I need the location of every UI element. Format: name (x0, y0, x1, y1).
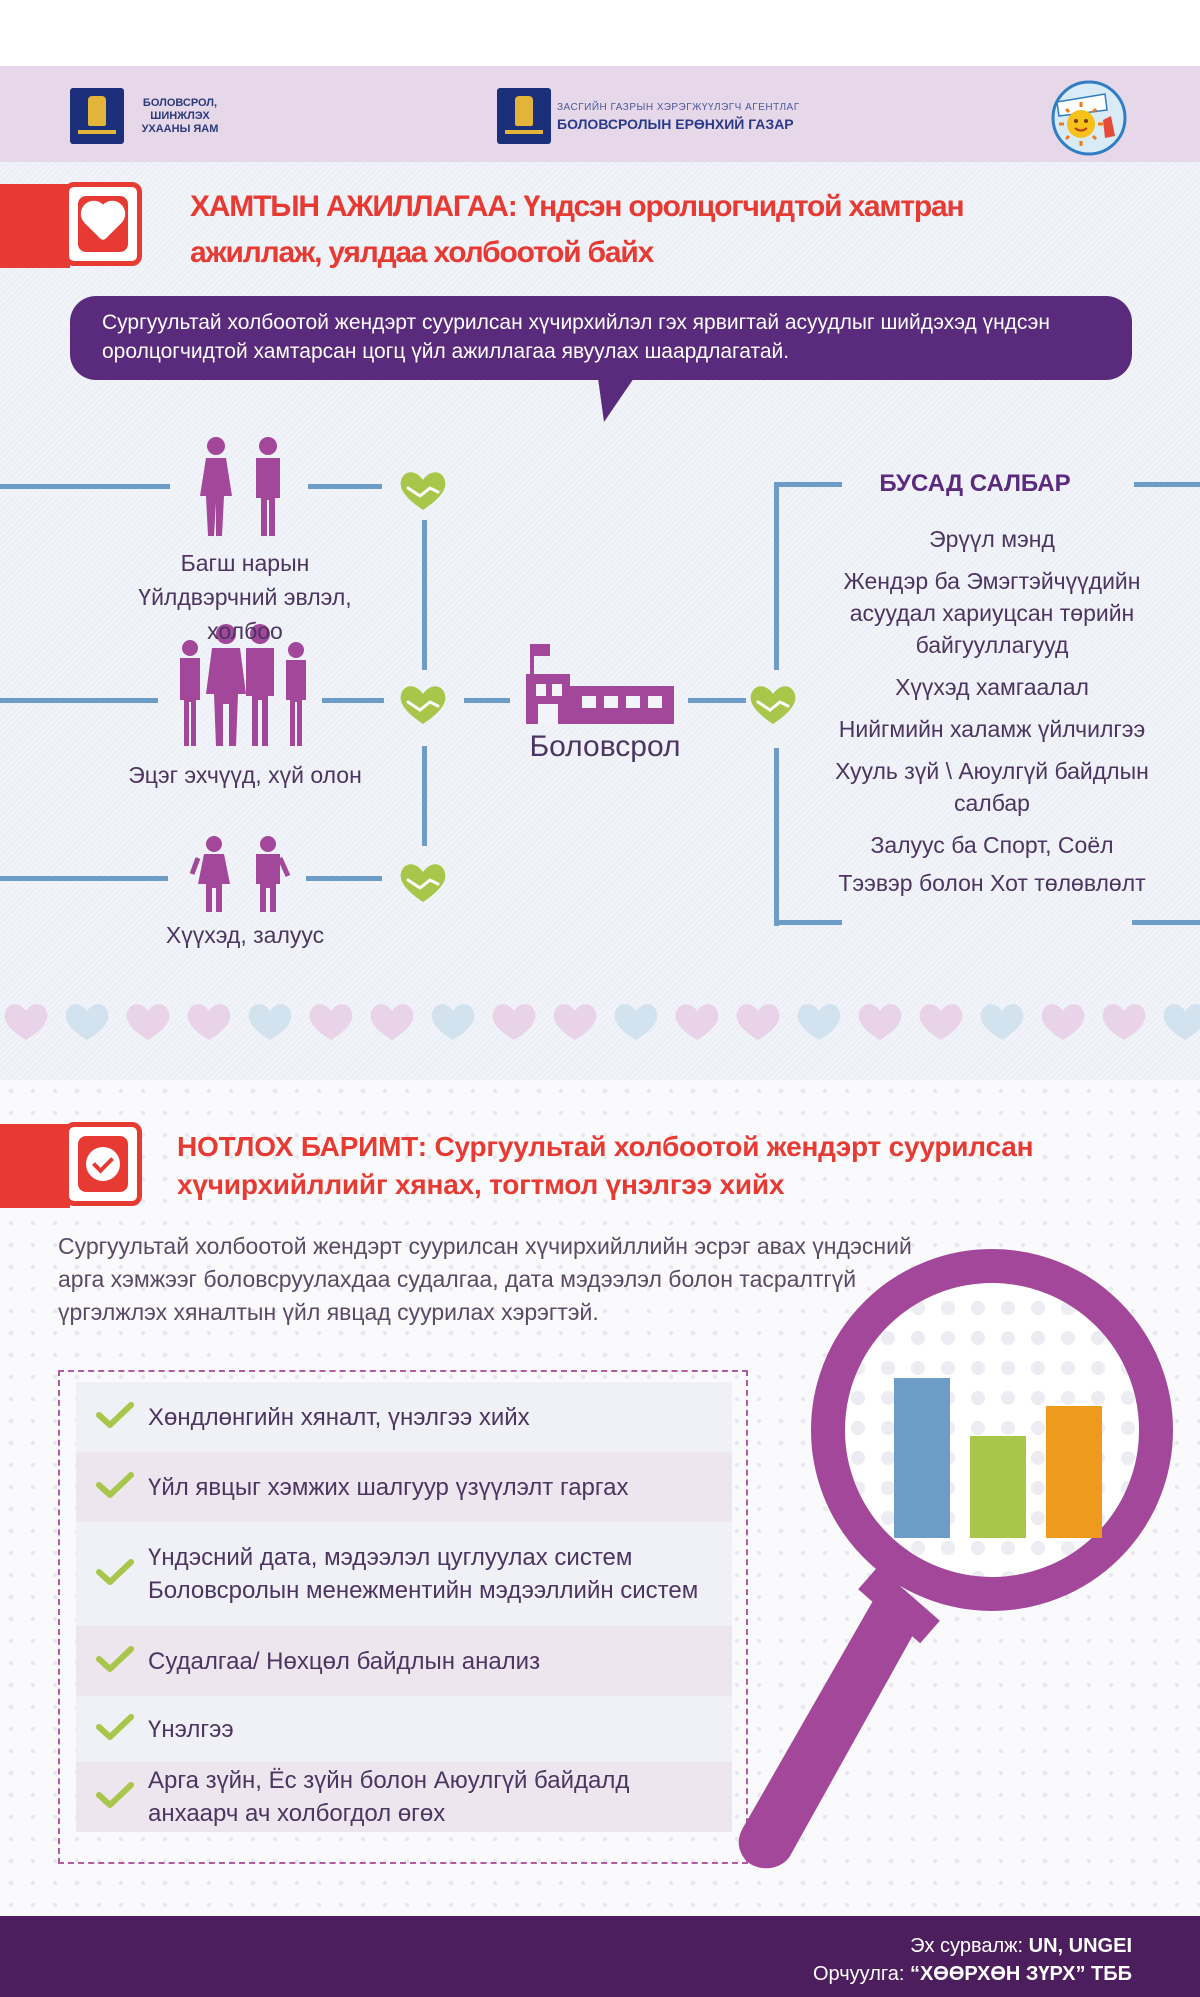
connector-line (688, 698, 746, 703)
ministry-logo (70, 88, 230, 144)
education-label: Боловсрол (529, 730, 681, 763)
connector-line (0, 876, 168, 881)
evidence-intro: Сургуультай холбоотой жендэрт суурилсан хүчирхийллийн эсрэг авах үндэсний арга хэмжээг боловсруулахдаа судалгаа, дата мэдээлэл болон тасралтгүй үргэлжлэх хяналтын үйл явцад суурилах хэрэгтэй. (58, 1233, 912, 1325)
decorative-heart-icon (554, 1004, 597, 1040)
stakeholder-label-teachers: Багш нарын Үйлдвэрчний эвлэл, холбоо (138, 550, 352, 644)
connector-line (774, 482, 779, 670)
decorative-heart-icon (1164, 1004, 1200, 1040)
sector-item: Хүүхэд хамгаалал (895, 674, 1089, 700)
decorative-heart-icon (981, 1004, 1024, 1040)
connector-line (1134, 482, 1200, 487)
connector-line (0, 484, 170, 489)
connector-line (774, 482, 842, 487)
section2-tag-bar (0, 1124, 70, 1208)
check-icon (96, 1713, 134, 1741)
collaboration-speech-bubble: Сургуультай холбоотой жендэрт суурилсан хүчирхийлэл гэх ярвигтай асуудлыг шийдэхэд үндсэн оролцогчидтой хамтарсан цогц үйл ажиллагаа явуулах шаардлагатай. (70, 296, 1132, 380)
decorative-heart-icon (493, 1004, 536, 1040)
check-icon (96, 1401, 134, 1429)
decorative-heart-icon (5, 1004, 48, 1040)
translation-label: Орчуулга: (812, 1963, 905, 1985)
handshake-icon (396, 860, 450, 904)
checklist-item-text: Хөндлөнгийн хяналт, үнэлгээ хийх (148, 1403, 530, 1431)
sector-item: Нийгмийн халамж үйлчилгээ (838, 716, 1146, 742)
handshake-icon (396, 682, 450, 726)
sector-item: Жендэр ба Эмэгтэйчүүдийн асуудал хариуцсан төрийн байгууллагууд (843, 568, 1141, 658)
check-icon (96, 1781, 134, 1809)
checkmark-circle-icon (86, 1147, 120, 1181)
decorative-heart-icon (310, 1004, 353, 1040)
decorative-hearts-row (0, 1000, 1200, 1044)
checklist-item (76, 1382, 732, 1452)
agency-logo-subtitle: ЗАСГИЙН ГАЗРЫН ХЭРЭГЖҮҮЛЭГЧ АГЕНТЛАГ (557, 102, 800, 113)
other-sectors-title: БУСАД САЛБАР (879, 470, 1071, 497)
checklist-item (76, 1452, 732, 1522)
sector-item: Залуус ба Спорт, Соёл (870, 832, 1114, 858)
connector-line (464, 698, 510, 703)
check-icon (96, 1645, 134, 1673)
decorative-heart-icon (127, 1004, 170, 1040)
checklist-item-text: Үндэсний дата, мэдээлэл цуглуулах систем Боловсролын менежментийн мэдээллийн систем (148, 1544, 699, 1604)
handshake-icon (746, 682, 800, 726)
chart-bar-green (970, 1436, 1026, 1538)
decorative-heart-icon (1042, 1004, 1085, 1040)
connector-line (774, 920, 842, 925)
checklist-item (76, 1522, 732, 1626)
decorative-heart-icon (66, 1004, 109, 1040)
decorative-heart-icon (249, 1004, 292, 1040)
translation-value: “ХӨӨРХӨН ЗҮРХ” ТББ (909, 1963, 1132, 1985)
decorative-heart-icon (859, 1004, 902, 1040)
connector-line (308, 484, 382, 489)
evidence-checklist (58, 1370, 748, 1864)
checklist-item-text: Үнэлгээ (148, 1715, 234, 1743)
handshake-icon (396, 468, 450, 512)
speech-bubble-tail (598, 378, 634, 422)
government-emblem-icon (70, 88, 124, 144)
children-icon (188, 834, 298, 914)
section1-tag (64, 182, 142, 266)
stakeholder-label-parents: Эцэг эхчүүд, хүй олон (128, 762, 362, 788)
checklist-item (76, 1696, 732, 1762)
decorative-heart-icon (615, 1004, 658, 1040)
footer-credits (813, 1932, 1132, 1988)
source-label: Эх сурвалж: (910, 1935, 1024, 1957)
sector-item: Хууль зүй \ Аюулгүй байдлын салбар (835, 758, 1149, 816)
checklist-item (76, 1626, 732, 1696)
chart-bar-orange (1046, 1406, 1102, 1538)
magnifier-bar-chart-icon (700, 1240, 1200, 1880)
decorative-heart-icon (188, 1004, 231, 1040)
connector-line (1132, 920, 1200, 925)
section1-tag-bar (0, 184, 70, 268)
ministry-logo-text: БОЛОВСРОЛ, ШИНЖЛЭХ УХААНЫ ЯАМ (141, 96, 219, 135)
source-value: UN, UNGEI (1028, 1935, 1132, 1957)
chart-bar-blue (894, 1378, 950, 1538)
connector-line (306, 876, 382, 881)
heart-hands-icon (85, 205, 122, 242)
decorative-heart-icon (371, 1004, 414, 1040)
women-men-icon (186, 436, 298, 540)
decorative-heart-icon (676, 1004, 719, 1040)
agency-logo-title: БОЛОВСРОЛЫН ЕРӨНХИЙ ГАЗАР (557, 116, 794, 132)
checklist-item-text: Судалгаа/ Нөхцөл байдлын анализ (148, 1647, 541, 1675)
stakeholder-label-children: Хүүхэд, залуус (165, 922, 325, 948)
sector-item: Эрүүл мэнд (929, 526, 1055, 552)
decorative-heart-icon (737, 1004, 780, 1040)
government-emblem-icon (497, 88, 551, 144)
school-building-icon (526, 640, 674, 726)
agency-logo (497, 88, 800, 144)
evidence-title: НОТЛОХ БАРИМТ: Сургуультай холбоотой жендэрт суурилсан хүчирхийллийг хянах, тогтмол үнэлгээ хийх (177, 1131, 1034, 1200)
decorative-heart-icon (1103, 1004, 1146, 1040)
check-icon (96, 1558, 134, 1586)
connector-line (774, 748, 779, 926)
other-sectors-list (796, 523, 1188, 899)
check-icon (96, 1471, 134, 1499)
connector-line (0, 698, 158, 703)
decorative-heart-icon (432, 1004, 475, 1040)
heart-hands-logo-icon (1045, 80, 1127, 156)
decorative-heart-icon (920, 1004, 963, 1040)
checklist-item (76, 1762, 732, 1832)
connector-line (422, 520, 427, 670)
sector-item: Тээвэр болон Хот төлөвлөлт (838, 870, 1146, 896)
connector-line (322, 698, 384, 703)
checklist-item-text: Үйл явцыг хэмжих шалгуур үзүүлэлт гаргах (148, 1473, 629, 1501)
checklist-item-text: Арга зүйн, Ёс зүйн болон Аюулгүй байдалд анхаарч ач холбогдол өгөх (148, 1767, 630, 1827)
decorative-heart-icon (798, 1004, 841, 1040)
collaboration-title: ХАМТЫН АЖИЛЛАГАА: Үндсэн оролцогчидтой хамтран ажиллаж, уялдаа холбоотой байх (190, 190, 964, 269)
section2-tag (64, 1122, 142, 1206)
